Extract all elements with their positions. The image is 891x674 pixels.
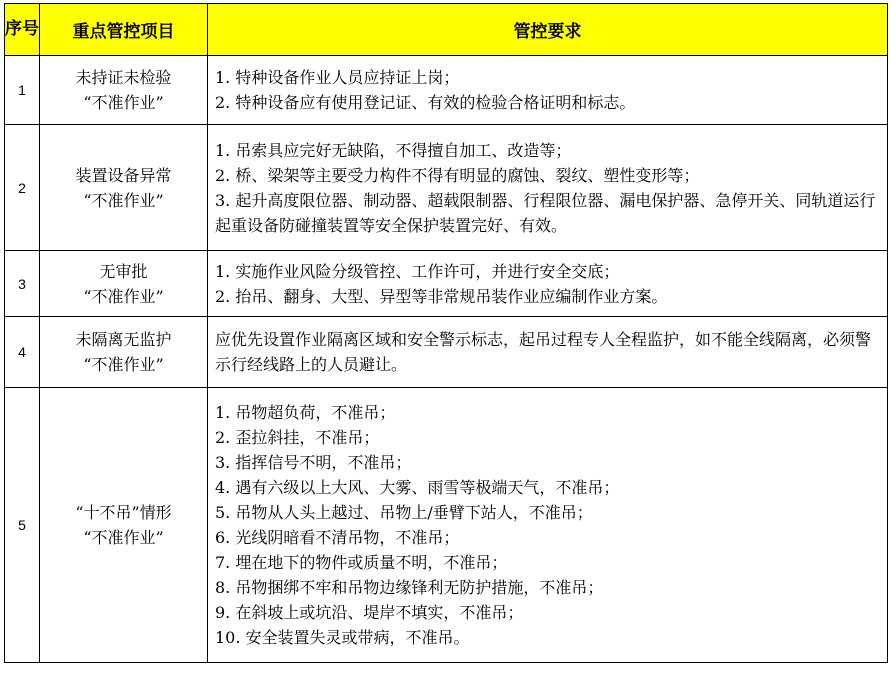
control-item-line: “不准作业” [83, 93, 164, 112]
requirement-line: 5. 吊物从人头上越过、吊物上/垂臂下站人，不准吊； [215, 503, 593, 522]
table-row [5, 388, 888, 663]
control-requirement [208, 388, 888, 663]
row-number: 4 [5, 317, 40, 388]
control-item-line: “不准作业” [83, 528, 164, 547]
header-row [5, 4, 888, 56]
control-requirement [208, 56, 888, 125]
control-item-line: “十不吊”情形 [75, 503, 172, 522]
requirement-line: 1. 特种设备作业人员应持证上岗； [215, 68, 460, 87]
table-row [5, 56, 888, 125]
control-item [40, 56, 208, 125]
table-row [5, 125, 888, 251]
requirement-line: 10. 安全装置失灵或带病，不准吊。 [215, 628, 470, 647]
control-item [40, 317, 208, 388]
control-item [40, 125, 208, 251]
requirement-line: 7. 埋在地下的物件或质量不明，不准吊； [215, 553, 508, 572]
row-number: 3 [5, 251, 40, 317]
table-row [5, 317, 888, 388]
requirement-line: 2. 特种设备应有使用登记证、有效的检验合格证明和标志。 [215, 93, 636, 112]
requirement-line: 应优先设置作业隔离区域和安全警示标志，起吊过程专人全程监护，如不能全线隔离，必须警示行经线路上的人员避让。 [215, 330, 872, 374]
requirement-line: 4. 遇有六级以上大风、大雾、雨雪等极端天气，不准吊； [215, 478, 620, 497]
control-requirement [208, 317, 888, 388]
control-item-line: “不准作业” [83, 286, 164, 306]
table-body [5, 56, 888, 663]
control-item-line: 装置设备异常 [75, 165, 172, 185]
header-requirement: 管控要求 [208, 4, 888, 56]
requirement-line: 1. 吊索具应完好无缺陷，不得擅自加工、改造等； [215, 140, 572, 160]
requirement-line: 8. 吊物捆绑不牢和吊物边缘锋利无防护措施，不准吊； [215, 578, 604, 597]
control-item-line: 未持证未检验 [75, 68, 172, 87]
control-requirement [208, 125, 888, 251]
requirement-line: 6. 光线阴暗看不清吊物，不准吊； [215, 528, 460, 547]
requirement-line: 9. 在斜坡上或坑沿、堤岸不填实，不准吊； [215, 603, 524, 622]
control-item-line: “不准作业” [83, 355, 164, 374]
requirement-line: 1. 吊物超负荷，不准吊； [215, 403, 396, 422]
header-item: 重点管控项目 [40, 4, 208, 56]
requirement-line: 1. 实施作业风险分级管控、工作许可，并进行安全交底； [215, 261, 620, 281]
control-item [40, 251, 208, 317]
control-item-line: 无审批 [99, 261, 148, 281]
requirement-line: 2. 抬吊、翻身、大型、异型等非常规吊装作业应编制作业方案。 [215, 286, 668, 306]
control-item-line: 未隔离无监护 [75, 330, 172, 349]
row-number: 1 [5, 56, 40, 125]
requirement-line: 2. 歪拉斜挂，不准吊； [215, 428, 380, 447]
requirement-line: 3. 起升高度限位器、制动器、超载限制器、行程限位器、漏电保护器、急停开关、同轨道运行起重设备防碰撞装置等安全保护装置完好、有效。 [215, 190, 876, 235]
control-item [40, 388, 208, 663]
requirement-line: 2. 桥、梁架等主要受力构件不得有明显的腐蚀、裂纹、塑性变形等； [215, 165, 700, 185]
control-requirements-table [4, 3, 888, 663]
requirement-line: 3. 指挥信号不明，不准吊； [215, 453, 412, 472]
row-number: 5 [5, 388, 40, 663]
control-item-line: “不准作业” [83, 190, 164, 210]
row-number: 2 [5, 125, 40, 251]
control-requirement [208, 251, 888, 317]
table-row [5, 251, 888, 317]
header-seq: 序号 [5, 4, 40, 56]
